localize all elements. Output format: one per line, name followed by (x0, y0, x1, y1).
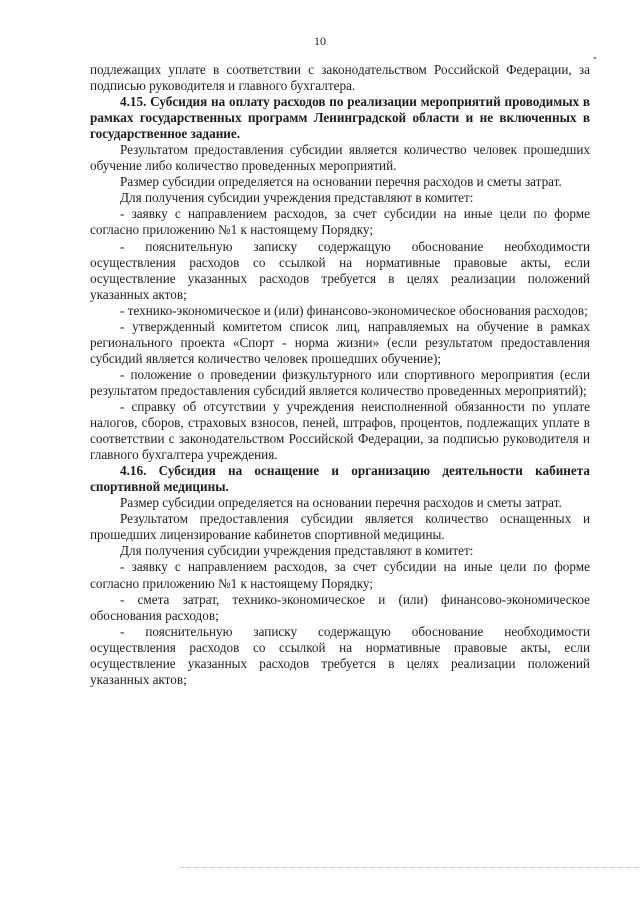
paragraph: - заявку с направлением расходов, за счет субсидии на иные цели по форме согласно приложению №1 к настоящему Порядку; (90, 559, 590, 591)
paragraph: - справку об отсутствии у учреждения неисполненной обязанности по уплате налогов, сборов, страховых взносов, пеней, штрафов, процентов, подлежащих уплате в соответствии с законодательством Российской Федерации, за подписью руководителя и главного бухгалтера учреждения. (90, 398, 590, 463)
section-heading: 4.16. Субсидия на оснащение и организацию деятельности кабинета спортивной медицины. (90, 463, 590, 495)
paragraph: Для получения субсидии учреждения представляют в комитет: (120, 190, 474, 206)
paragraph: Размер субсидии определяется на основании перечня расходов и сметы затрат. (120, 174, 562, 190)
paragraph: Результатом предоставления субсидии является количество человек прошедших обучение либо количество проведенных мероприятий. (90, 142, 590, 174)
paragraph: - смета затрат, технико-экономическое и (или) финансово-экономическое обоснования расходов; (90, 591, 590, 623)
paragraph: Размер субсидии определяется на основании перечня расходов и сметы затрат. (120, 495, 562, 511)
section-heading: 4.15. Субсидия на оплату расходов по реализации мероприятий проводимых в рамках государственных программ Ленинградской области и не включенных в государственное задание. (90, 94, 590, 142)
paragraph: - технико-экономическое и (или) финансово-экономическое обоснования расходов; (120, 302, 588, 318)
paragraph: - заявку с направлением расходов, за счет субсидии на иные цели по форме согласно приложению №1 к настоящему Порядку; (90, 206, 590, 238)
bottom-divider (180, 867, 640, 868)
paragraph: - пояснительную записку содержащую обоснование необходимости осуществления расходов со ссылкой на нормативные правовые акты, если осуществление указанных расходов требуется в целях реализации положений указанных актов; (90, 238, 590, 302)
paragraph: Для получения субсидии учреждения представляют в комитет: (120, 543, 474, 559)
paragraph: - утвержденный комитетом список лиц, направляемых на обучение в рамках регионального проекта «Спорт - норма жизни» (если результатом предоставления субсидий является количество человек прошедших обучение); (90, 318, 590, 366)
scan-speck (594, 57, 596, 59)
document-body (90, 62, 590, 688)
paragraph: - положение о проведении физкультурного или спортивного мероприятия (если результатом предоставления субсидий является количество проведенных мероприятий); (90, 366, 590, 398)
paragraph: - пояснительную записку содержащую обоснование необходимости осуществления расходов со ссылкой на нормативные правовые акты, если осуществление указанных расходов требуется в целях реализации положений указанных актов; (90, 623, 590, 687)
paragraph: подлежащих уплате в соответствии с законодательством Российской Федерации, за подписью руководителя и главного бухгалтера. (90, 62, 590, 94)
page-number: 10 (314, 34, 326, 48)
paragraph: Результатом предоставления субсидии является количество оснащенных и прошедших лицензирование кабинетов спортивной медицины. (90, 511, 590, 543)
